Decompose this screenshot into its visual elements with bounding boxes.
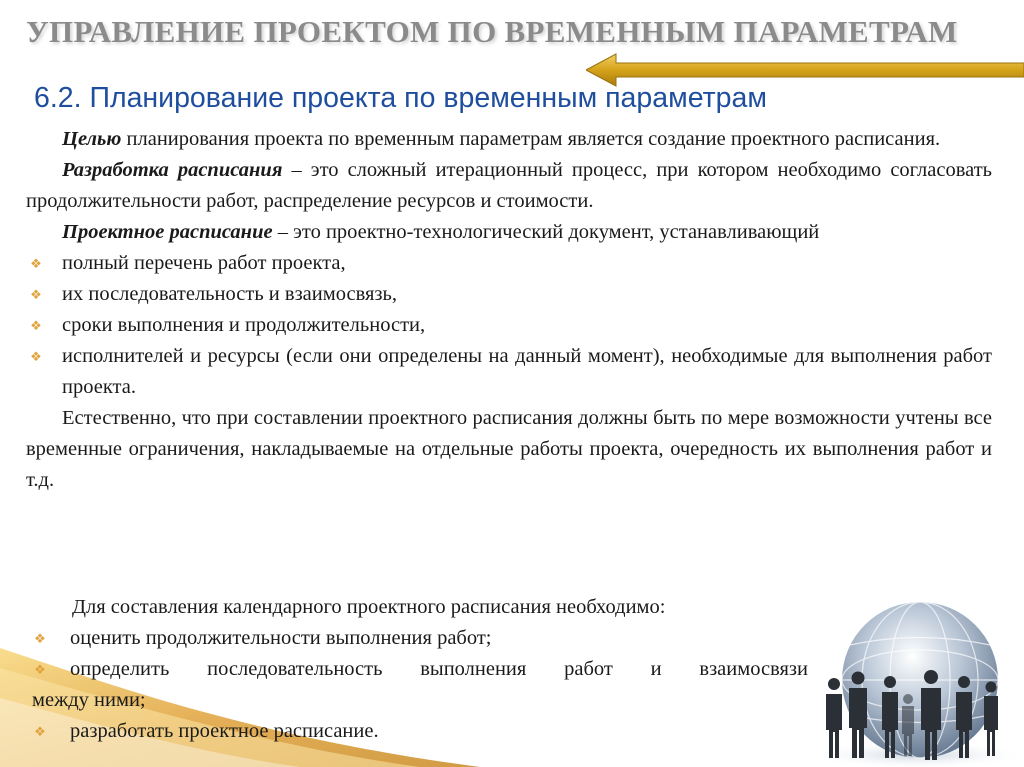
term-project-schedule: Проектное расписание — [62, 221, 273, 243]
term-goal: Целью — [62, 128, 122, 150]
list-item: ❖ сроки выполнения и продолжительности, — [26, 310, 992, 341]
bottom-lead: Для составления календарного проектного расписания необходимо: — [72, 596, 666, 618]
diamond-bullet-icon: ❖ — [34, 662, 46, 677]
paragraph-project-schedule-text: – это проектно-технологический документ, устанавливающий — [272, 221, 820, 243]
section-subtitle: 6.2. Планирование проекта по временным параметрам — [34, 82, 767, 114]
schedule-bullets — [26, 248, 992, 403]
list-item: ❖ оценить продолжительности выполнения работ; — [30, 623, 810, 654]
term-schedule-development: Разработка расписания — [62, 159, 283, 181]
paragraph-schedule-development-text: – это сложный итерационный процесс, при котором необходимо согласовать продолжительности работ, распределение ресурсов и стоимости. — [26, 159, 992, 212]
list-item: ❖ исполнителей и ресурсы (если они определены на данный момент), необходимые для выполнения работ проекта. — [26, 341, 992, 403]
diamond-bullet-icon: ❖ — [30, 349, 42, 364]
diamond-bullet-icon: ❖ — [30, 318, 42, 333]
page-title: УПРАВЛЕНИЕ ПРОЕКТОМ ПО ВРЕМЕННЫМ ПАРАМЕТРАМ — [26, 14, 958, 49]
paragraph-goal-text: планирования проекта по временным параметрам является создание проектного расписания. — [121, 128, 941, 150]
globe-business-people-icon — [788, 590, 1024, 767]
bullet-continuation: между ними; — [32, 689, 146, 711]
diamond-bullet-icon: ❖ — [30, 256, 42, 271]
bottom-bullets — [30, 623, 810, 685]
list-item: ❖ определить последовательность выполнения работ и взаимосвязи — [30, 654, 810, 685]
paragraph-goal — [26, 124, 992, 155]
paragraph-schedule-development — [26, 155, 992, 217]
paragraph-naturally: Естественно, что при составлении проектного расписания должны быть по мере возможности учтены все временные ограничения, накладываемые на отдельные работы проекта, очередность их выполнения работ и т.д. — [26, 407, 992, 491]
list-item: ❖ разработать проектное расписание. — [30, 716, 810, 747]
paragraph-project-schedule — [26, 217, 992, 248]
bottom-bullets-2 — [30, 716, 810, 747]
diamond-bullet-icon: ❖ — [34, 631, 46, 646]
list-item: ❖ полный перечень работ проекта, — [26, 248, 992, 279]
list-item: ❖ их последовательность и взаимосвязь, — [26, 279, 992, 310]
diamond-bullet-icon: ❖ — [30, 287, 42, 302]
main-content — [26, 124, 992, 496]
diamond-bullet-icon: ❖ — [34, 724, 46, 739]
bottom-content — [30, 592, 810, 747]
